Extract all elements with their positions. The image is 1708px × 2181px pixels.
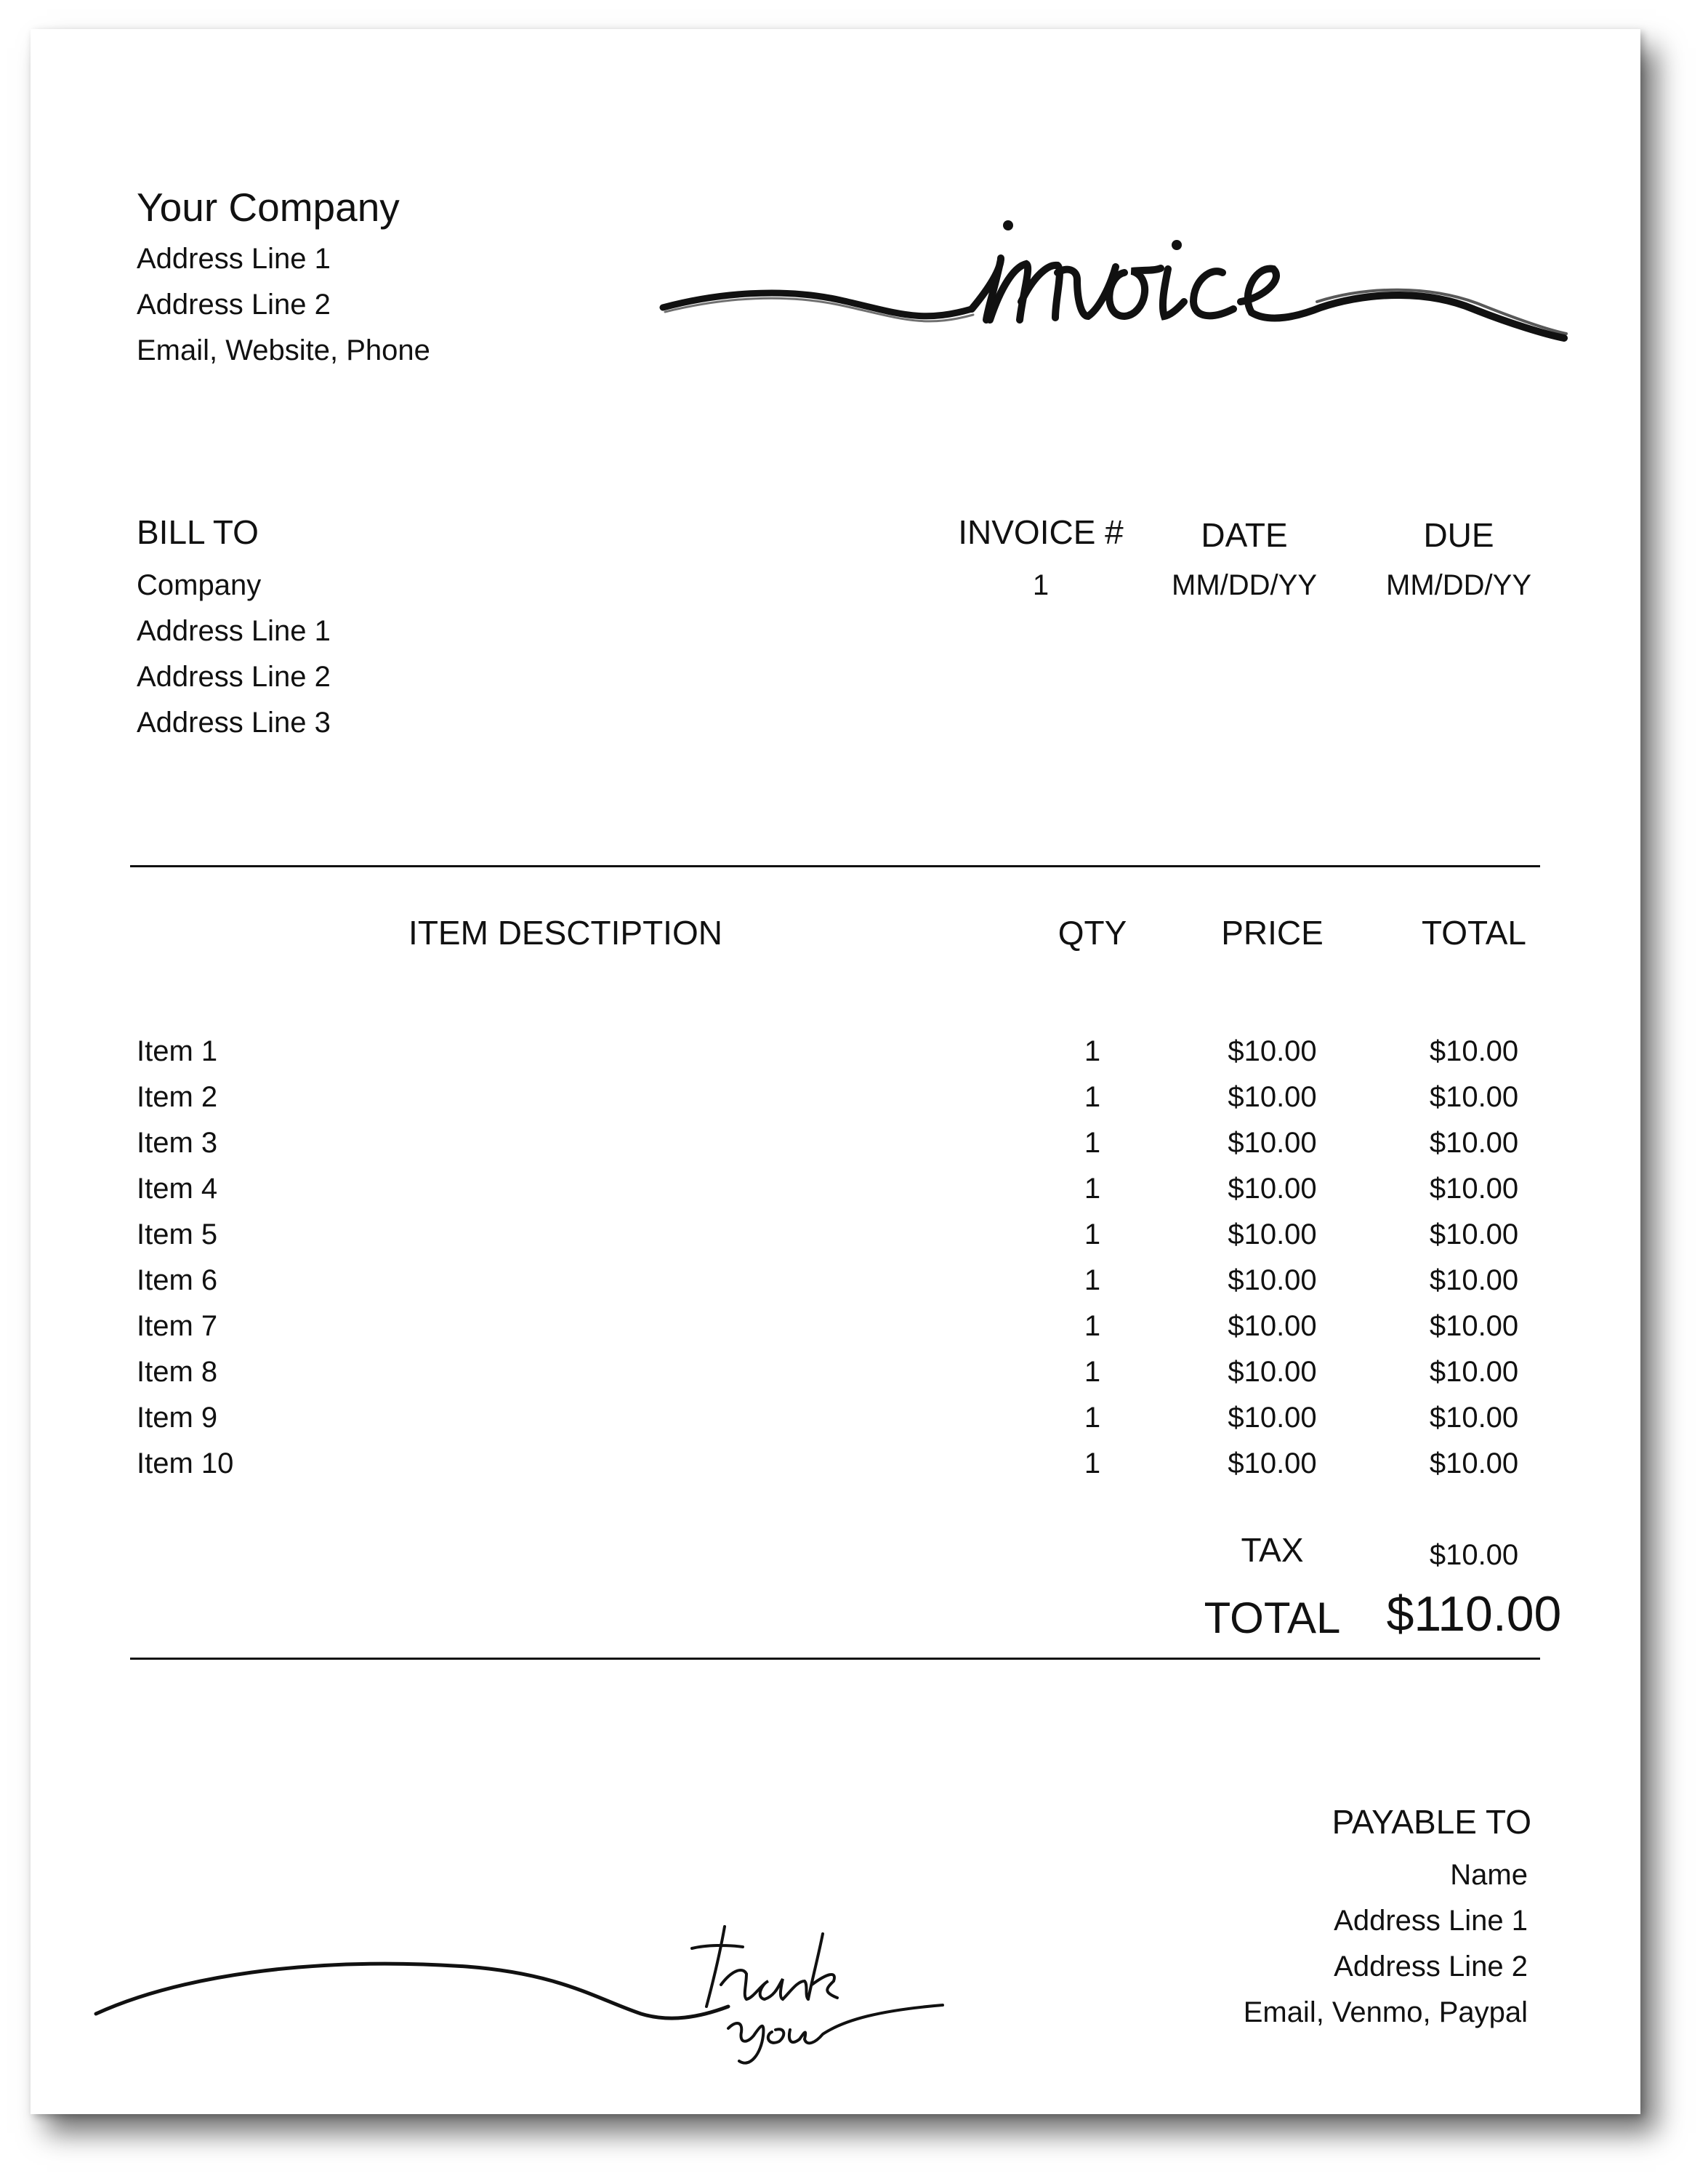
tax-value: $10.00 bbox=[1429, 1539, 1519, 1571]
table-row bbox=[137, 1395, 1540, 1441]
total-label: TOTAL bbox=[1204, 1594, 1341, 1642]
item-total: $10.00 bbox=[1429, 1218, 1519, 1250]
item-qty: 1 bbox=[1084, 1218, 1101, 1250]
item-qty: 1 bbox=[1084, 1402, 1101, 1434]
date-label: DATE bbox=[1201, 516, 1288, 554]
company-address-line-2: Address Line 2 bbox=[137, 289, 331, 321]
table-row bbox=[137, 1120, 1540, 1166]
invoice-number-value: 1 bbox=[1032, 569, 1050, 601]
header-total: TOTAL bbox=[1422, 914, 1526, 952]
table-row bbox=[137, 1349, 1540, 1395]
table-top-divider bbox=[130, 865, 1540, 867]
table-row bbox=[137, 1441, 1540, 1487]
item-qty: 1 bbox=[1084, 1035, 1101, 1067]
header-price: PRICE bbox=[1221, 914, 1324, 952]
item-price: $10.00 bbox=[1228, 1402, 1317, 1434]
bill-to-address-line-2: Address Line 2 bbox=[137, 661, 331, 693]
item-qty: 1 bbox=[1084, 1356, 1101, 1388]
item-total: $10.00 bbox=[1429, 1402, 1519, 1434]
item-description: Item 2 bbox=[137, 1081, 218, 1113]
item-qty: 1 bbox=[1084, 1310, 1101, 1342]
item-price: $10.00 bbox=[1228, 1127, 1317, 1159]
item-description: Item 8 bbox=[137, 1356, 218, 1388]
item-total: $10.00 bbox=[1429, 1035, 1519, 1067]
item-price: $10.00 bbox=[1228, 1173, 1317, 1205]
table-row bbox=[137, 1075, 1540, 1120]
item-total: $10.00 bbox=[1429, 1081, 1519, 1113]
invoice-number-label: INVOICE # bbox=[958, 513, 1124, 551]
item-description: Item 3 bbox=[137, 1127, 218, 1159]
payable-to-heading: PAYABLE TO bbox=[1332, 1803, 1531, 1841]
item-qty: 1 bbox=[1084, 1127, 1101, 1159]
due-label: DUE bbox=[1423, 516, 1494, 554]
item-qty: 1 bbox=[1084, 1173, 1101, 1205]
item-description: Item 10 bbox=[137, 1447, 234, 1479]
payable-to-name: Name bbox=[1450, 1859, 1528, 1891]
item-total: $10.00 bbox=[1429, 1310, 1519, 1342]
thank-you-script bbox=[89, 1912, 990, 2079]
company-name: Your Company bbox=[137, 185, 400, 230]
table-row bbox=[137, 1304, 1540, 1349]
tax-label: TAX bbox=[1241, 1531, 1304, 1569]
item-price: $10.00 bbox=[1228, 1447, 1317, 1479]
table-row bbox=[137, 1258, 1540, 1304]
header-item-description: ITEM DESCTIPTION bbox=[408, 914, 722, 952]
item-description: Item 6 bbox=[137, 1264, 218, 1296]
item-price: $10.00 bbox=[1228, 1310, 1317, 1342]
item-total: $10.00 bbox=[1429, 1356, 1519, 1388]
table-bottom-divider bbox=[130, 1658, 1540, 1660]
company-address-line-1: Address Line 1 bbox=[137, 243, 331, 275]
item-description: Item 4 bbox=[137, 1173, 218, 1205]
payable-to-payment-methods: Email, Venmo, Paypal bbox=[1243, 1996, 1528, 2028]
bill-to-heading: BILL TO bbox=[137, 513, 259, 551]
item-description: Item 5 bbox=[137, 1218, 218, 1250]
table-row bbox=[137, 1029, 1540, 1075]
table-row bbox=[137, 1212, 1540, 1258]
item-qty: 1 bbox=[1084, 1081, 1101, 1113]
date-value: MM/DD/YY bbox=[1172, 569, 1317, 601]
item-price: $10.00 bbox=[1228, 1356, 1317, 1388]
due-value: MM/DD/YY bbox=[1386, 569, 1531, 601]
item-qty: 1 bbox=[1084, 1447, 1101, 1479]
bill-to-address-line-3: Address Line 3 bbox=[137, 707, 331, 739]
item-price: $10.00 bbox=[1228, 1081, 1317, 1113]
item-total: $10.00 bbox=[1429, 1264, 1519, 1296]
bill-to-company: Company bbox=[137, 569, 262, 601]
item-total: $10.00 bbox=[1429, 1127, 1519, 1159]
invoice-page bbox=[31, 29, 1640, 2114]
payable-to-address-line-2: Address Line 2 bbox=[1334, 1951, 1528, 1983]
item-price: $10.00 bbox=[1228, 1218, 1317, 1250]
item-price: $10.00 bbox=[1228, 1035, 1317, 1067]
item-total: $10.00 bbox=[1429, 1173, 1519, 1205]
item-price: $10.00 bbox=[1228, 1264, 1317, 1296]
bill-to-address-line-1: Address Line 1 bbox=[137, 615, 331, 647]
table-row bbox=[137, 1166, 1540, 1212]
total-value: $110.00 bbox=[1386, 1586, 1562, 1642]
items-list bbox=[137, 1029, 1540, 1487]
item-description: Item 1 bbox=[137, 1035, 218, 1067]
header-qty: QTY bbox=[1058, 914, 1127, 952]
item-description: Item 9 bbox=[137, 1402, 218, 1434]
item-qty: 1 bbox=[1084, 1264, 1101, 1296]
invoice-script-logo bbox=[659, 200, 1571, 367]
item-total: $10.00 bbox=[1429, 1447, 1519, 1479]
item-description: Item 7 bbox=[137, 1310, 218, 1342]
company-contact-line: Email, Website, Phone bbox=[137, 334, 430, 366]
payable-to-address-line-1: Address Line 1 bbox=[1334, 1905, 1528, 1937]
